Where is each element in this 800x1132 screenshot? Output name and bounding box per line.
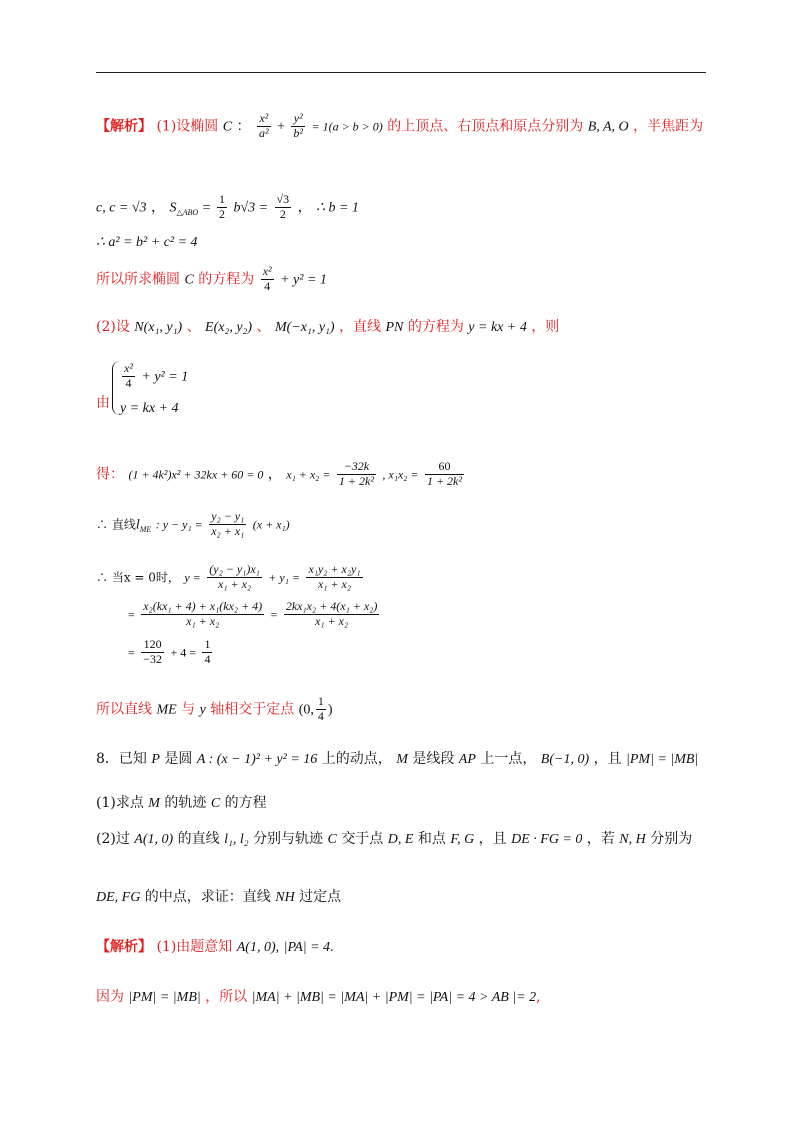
solution-line-11: = $\frac{120}{-32}$ + 4 = $\frac{1}{4}$ (128, 637, 211, 666)
fraction-x2-a2: $\frac{\text{x²}}{\text{a²}}$ (259, 111, 269, 140)
math-b-eq-1: ∴ b = 1 (316, 200, 359, 216)
math-colon: ： (236, 119, 251, 135)
math-line-eq: y = kx + 4 (468, 320, 527, 335)
answer-8-cont: 因为 |PM| = |MB| ，所以 |MA| + |MB| = |MA| + |PM| = |PA| = 4 > AB |= 2, (96, 989, 541, 1005)
math-a2: ∴ a² = b² + c² = 4 (96, 235, 198, 250)
fraction-10b: $\frac{\text{2kx₁x₂ + 4(x₁ + x₂)}}{\text{x₁ + x₂}}$ (285, 599, 378, 628)
solution-line-12: 所以直线 ME 与 y 轴相交于定点 (0, $\frac{1}{4}$ ) (96, 694, 333, 723)
math-ellipse-sum: |MA| + |MB| = |MA| + |PM| = |PA| = 4 > AB |= 2 (251, 990, 537, 1005)
question-8-part-2-cont: DE, FG 的中点，求证：直线 NH 过定点 (96, 889, 342, 905)
fraction-product: $\frac{60}{\text{1 + 2k²}}$ (426, 459, 462, 488)
math-dot-product: DE · FG = 0 (511, 832, 583, 847)
math-C: C (222, 119, 233, 135)
text: 的上顶点、右顶点和原点分别为 (387, 118, 584, 135)
fraction-9b: $\frac{\text{x₁y₂ + x₂y₁}}{\text{x₁ + x₂}}$ (308, 562, 361, 591)
solution-line-4: 所以所求椭圆 C 的方程为 $\frac{\text{x²}}{4}$ + y² = 1 (96, 264, 327, 293)
question-8-part-2: (2)过 A(1, 0) 的直线 l₁, l₂ 分别与轨迹 C 交于点 D, E 和点 F, G ，且 DE · FG = 0 ，若 N, H 分别为 (96, 831, 693, 847)
solution-line-5: (2)设 N(x₁, y₁) 、 E(x₂, y₂) 、 M(−x₁, y₁) ，直线 PN 的方程为 y = kx + 4 ，则 (96, 319, 560, 335)
math-ellipse-eq: + y² = 1 (280, 272, 327, 288)
fraction-y2-b2: $\frac{\text{y²}}{\text{b²}}$ (293, 111, 304, 140)
math-N: N(x₁, y₁) (134, 320, 183, 335)
math-PN: PN (385, 320, 404, 335)
solution-line-1: 【解析】 (1)设椭圆 C ： $\frac{\text{x²}}{\text{a²}}$ + $\frac{\text{y²}}{\text{b²}}$ = 1(a > b > 0) 的上顶点、右顶点和原点分别为 B, A, O ，半焦距为 (96, 111, 704, 140)
solution-line-7: 得： (1 + 4k²)x² + 32kx + 60 = 0 ， x₁ + x₂ = $\frac{-32k}{\text{1 + 2k²}}$ , x₁x₂ = $\frac{60}{\text{1 + 2k²}}$ (96, 459, 462, 488)
solution-line-10: = $\frac{\text{x₂(kx₁ + 4) + x₁(kx₂ + 4)}}{\text{x₁ + x₂}}$ = $\frac{\text{2kx₁x₂ + 4(x₁ + x₂)}}{\text{x₁ + x₂}}$ (128, 599, 378, 628)
solution-line-9: ∴ 当x = 0时， y = $\frac{\text{(y₂ − y₁)x₁}}{\text{x₁ + x₂}}$ + y₁ = $\frac{\text{x₁y₂ + x₂y₁}}{\text{x₁ + x₂}}$ (96, 562, 361, 591)
math-ellipse-rest: = 1(a > b > 0) (311, 119, 383, 134)
question-8-part-1: (1)求点 M 的轨迹 C 的方程 (96, 795, 267, 811)
math-E: E(x₂, y₂) (205, 320, 253, 335)
fraction-x2-4: $\frac{\text{x²}}{4}$ (262, 264, 272, 293)
fraction-slope: $\frac{\text{y₂ − y₁}}{\text{x₂ + x₁}}$ (211, 509, 245, 538)
fraction-9a: $\frac{\text{(y₂ − y₁)x₁}}{\text{x₁ + x₂}}$ (209, 562, 260, 591)
math-circle: A : (x − 1)² + y² = 16 (196, 752, 318, 767)
system-eq-1: $\frac{\text{x²}}{4}$ + y² = 1 (124, 361, 189, 390)
fraction-sum: $\frac{-32k}{\text{1 + 2k²}}$ (338, 459, 374, 488)
fraction-10a: $\frac{\text{x₂(kx₁ + 4) + x₁(kx₂ + 4)}}{\text{x₁ + x₂}}$ (143, 599, 263, 628)
math-quadratic: (1 + 4k²)x² + 32kx + 60 = 0 (128, 467, 264, 482)
math-points: B, A, O (587, 119, 629, 135)
fraction-half: $\frac{1}{2}$ (218, 192, 225, 221)
solution-line-8: ∴ 直线$l_{ME}$ : y − y₁ = $\frac{\text{y₂ − y₁}}{\text{x₂ + x₁}}$ (x + x₁) (96, 509, 290, 538)
solution-line-3 (96, 235, 198, 250)
question-8: 8．已知 P 是圆 A : (x − 1)² + y² = 16 上的动点， M 是线段 AP 上一点， B(−1, 0) ，且 |PM| = |MB| (96, 751, 699, 767)
fraction-sqrt3-2: $\frac{√3}{2}$ (276, 192, 290, 221)
fraction-11b: $\frac{1}{4}$ (204, 637, 211, 666)
math-M: M(−x₁, y₁) (274, 320, 335, 335)
text-you: 由 (96, 395, 110, 411)
system-eq-2: y = kx + 4 (120, 401, 179, 416)
fraction-11a: $\frac{120}{-32}$ (143, 637, 163, 666)
header-rule (96, 72, 706, 73)
answer-8: 【解析】 (1)由题意知 A(1, 0), |PA| = 4. (96, 939, 334, 955)
solution-line-2: c, c = √3 ， $S_{\triangle ABO}$ = $\frac{1}{2}$ b√3 = $\frac{√3}{2}$ ， ∴ b = 1 (96, 192, 359, 221)
math-C: C (184, 272, 194, 288)
math-S: S (169, 200, 177, 216)
solution-tag: 【解析】 (96, 118, 152, 135)
math-c: c, c = √3 (96, 200, 147, 216)
text: ，半焦距为 (633, 118, 704, 135)
fraction-quarter: $\frac{1}{4}$ (317, 694, 324, 723)
text: (1)设椭圆 (156, 118, 219, 135)
